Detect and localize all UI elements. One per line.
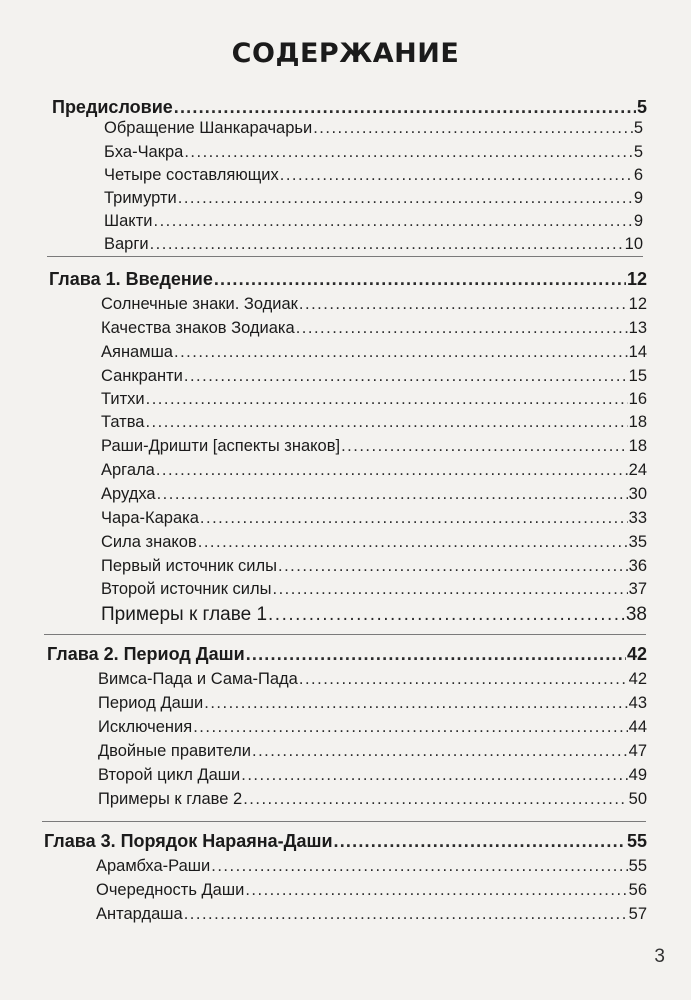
toc-label: Санкранти (101, 367, 183, 385)
toc-label: Глава 1. Введение (49, 269, 213, 289)
dot-leader (156, 461, 628, 480)
dot-leader (280, 166, 633, 185)
toc-entry (98, 790, 647, 809)
toc-entry (104, 189, 643, 208)
dot-leader (252, 742, 628, 761)
toc-entry (96, 881, 647, 900)
toc-label: Второй цикл Даши (98, 766, 241, 784)
section-divider (44, 634, 646, 635)
toc-chapter-heading (49, 269, 647, 290)
toc-entry (104, 212, 643, 231)
toc-label: Шакти (104, 212, 153, 230)
dot-leader (184, 905, 628, 924)
toc-entry (101, 580, 647, 599)
toc-label: Исключения (98, 718, 193, 736)
toc-page-number: 30 (628, 485, 647, 503)
toc-page-number: 44 (628, 718, 647, 736)
toc-label: Первый источник силы (101, 557, 277, 575)
toc-label: Антардаша (96, 905, 183, 923)
dot-leader (200, 509, 628, 528)
dot-leader (246, 644, 626, 665)
toc-entry (101, 343, 647, 362)
dot-leader (153, 212, 632, 231)
toc-page-number: 12 (628, 295, 647, 313)
dot-leader (299, 295, 628, 314)
toc-entry (96, 905, 647, 924)
toc-entry (101, 509, 647, 528)
toc-page-number: 6 (633, 166, 643, 184)
page-title: СОДЕРЖАНИЕ (231, 38, 460, 69)
toc-page-number: 15 (628, 367, 647, 385)
toc-label: Аргала (101, 461, 155, 479)
dot-leader (150, 235, 624, 254)
toc-entry (104, 143, 643, 162)
toc-page-number: 16 (628, 390, 647, 408)
toc-label: Татва (101, 413, 145, 431)
toc-entry (98, 766, 647, 785)
dot-leader (214, 269, 626, 290)
dot-leader (245, 881, 627, 900)
toc-page-number: 14 (628, 343, 647, 361)
toc-label: Солнечные знаки. Зодиак (101, 295, 298, 313)
dot-leader (278, 557, 628, 576)
toc-entry (101, 461, 647, 480)
toc-label: Второй источник силы (101, 580, 272, 598)
toc-page-number: 18 (628, 413, 647, 431)
dot-leader (146, 390, 628, 409)
toc-page-number: 33 (628, 509, 647, 527)
section-divider (42, 821, 646, 822)
toc-page-number: 38 (625, 604, 647, 625)
dot-leader (273, 580, 628, 599)
toc-label: Глава 2. Период Даши (47, 644, 245, 664)
dot-leader (211, 857, 627, 876)
dot-leader (174, 343, 628, 362)
dot-leader (243, 790, 627, 809)
toc-page-number: 56 (628, 881, 647, 899)
toc-page-number: 36 (628, 557, 647, 575)
toc-entry (101, 533, 647, 552)
toc-chapter-heading (44, 831, 647, 852)
toc-page-number: 5 (636, 97, 647, 117)
toc-entry (104, 166, 643, 185)
toc-page-number: 47 (628, 742, 647, 760)
toc-page-number: 37 (628, 580, 647, 598)
toc-page-number: 35 (628, 533, 647, 551)
toc-label: Бха-Чакра (104, 143, 184, 161)
page-number: 3 (654, 946, 665, 967)
dot-leader (193, 718, 627, 737)
toc-entry (98, 742, 647, 761)
toc-label: Предисловие (52, 97, 173, 117)
toc-page-number: 50 (628, 790, 647, 808)
toc-entry (98, 694, 647, 713)
toc-entry (101, 413, 647, 432)
dot-leader (313, 119, 633, 138)
toc-label: Примеры к главе 1 (101, 604, 268, 625)
toc-label: Качества знаков Зодиака (101, 319, 295, 337)
toc-entry (101, 390, 647, 409)
toc-page-number: 43 (628, 694, 647, 712)
toc-page-number: 49 (628, 766, 647, 784)
toc-page-number: 57 (628, 905, 647, 923)
dot-leader (341, 437, 628, 456)
toc-entry (101, 319, 647, 338)
toc-page-number: 13 (628, 319, 647, 337)
toc-entry (98, 718, 647, 737)
dot-leader (241, 766, 627, 785)
toc-entry (101, 367, 647, 386)
dot-leader (204, 694, 627, 713)
toc-label: Вимса-Пада и Сама-Пада (98, 670, 298, 688)
section-divider (47, 256, 643, 257)
toc-label: Тримурти (104, 189, 177, 207)
toc-page-number: 42 (626, 644, 647, 664)
dot-leader (174, 97, 636, 118)
toc-page-number: 5 (633, 119, 643, 137)
dot-leader (268, 604, 625, 626)
toc-page-number: 5 (633, 143, 643, 161)
toc-page-number: 42 (628, 670, 647, 688)
toc-entry (101, 437, 647, 456)
toc-label: Сила знаков (101, 533, 197, 551)
toc-chapter-heading (47, 644, 647, 665)
toc-entry (101, 557, 647, 576)
toc-page-number: 9 (633, 189, 643, 207)
toc-page-number: 55 (628, 857, 647, 875)
toc-entry (104, 119, 643, 138)
dot-leader (178, 189, 633, 208)
toc-entry (98, 670, 647, 689)
dot-leader (296, 319, 628, 338)
toc-chapter-heading (52, 97, 647, 118)
toc-label: Титхи (101, 390, 145, 408)
dot-leader (145, 413, 627, 432)
dot-leader (184, 367, 628, 386)
toc-page-number: 12 (626, 269, 647, 289)
toc-label: Четыре составляющих (104, 166, 279, 184)
toc-page-number: 9 (633, 212, 643, 230)
toc-label: Варги (104, 235, 149, 253)
dot-leader (198, 533, 628, 552)
toc-entry (96, 857, 647, 876)
toc-label: Двойные правители (98, 742, 251, 760)
toc-page-number: 24 (628, 461, 647, 479)
toc-entry (101, 604, 647, 626)
toc-label: Обращение Шанкарачарьи (104, 119, 313, 137)
toc-label: Раши-Дришти [аспекты знаков] (101, 437, 341, 455)
dot-leader (334, 831, 626, 852)
toc-label: Глава 3. Порядок Нараяна-Даши (44, 831, 333, 851)
toc-entry (101, 295, 647, 314)
toc-label: Арамбха-Раши (96, 857, 211, 875)
dot-leader (184, 143, 633, 162)
toc-label: Период Даши (98, 694, 204, 712)
toc-page-number: 18 (628, 437, 647, 455)
dot-leader (299, 670, 628, 689)
toc-label: Арудха (101, 485, 156, 503)
dot-leader (157, 485, 628, 504)
toc-label: Примеры к главе 2 (98, 790, 243, 808)
toc-page-number: 10 (624, 235, 643, 253)
toc-label: Очередность Даши (96, 881, 245, 899)
toc-label: Аянамша (101, 343, 173, 361)
toc-entry (101, 485, 647, 504)
toc-entry (104, 235, 643, 254)
toc-label: Чара-Карака (101, 509, 199, 527)
toc-page-number: 55 (626, 831, 647, 851)
